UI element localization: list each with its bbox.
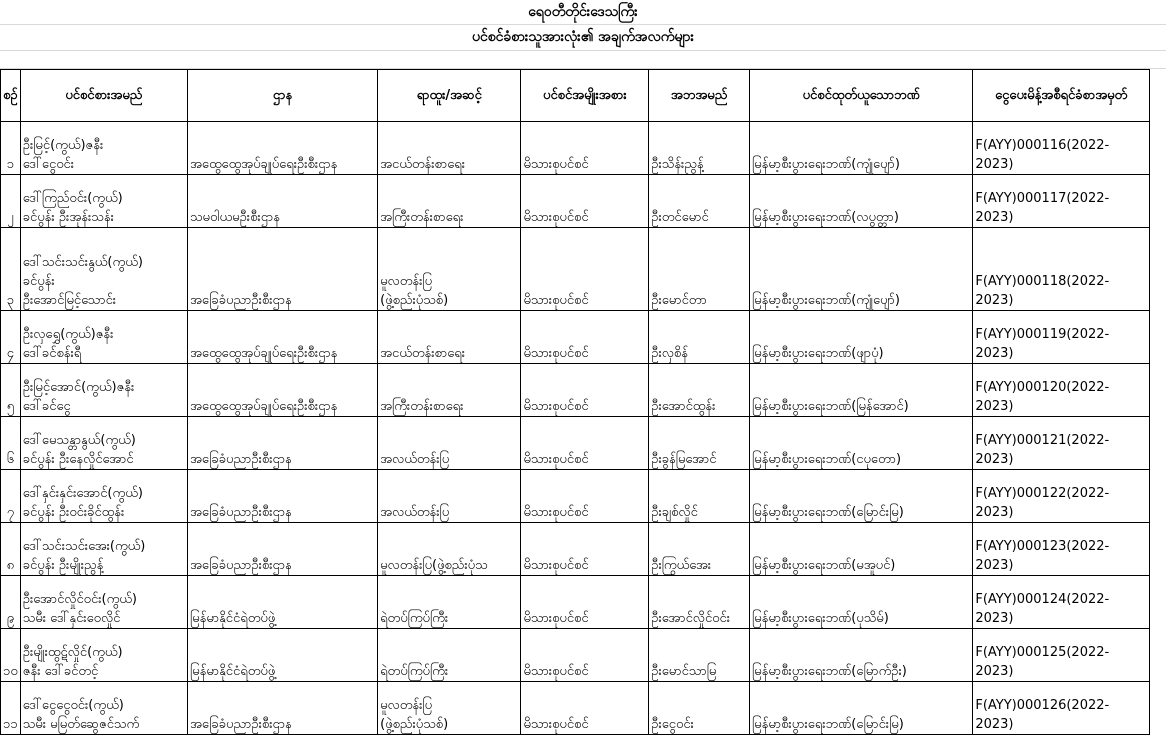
cell-no[interactable]: ၅ bbox=[1, 364, 21, 417]
cell-name[interactable]: ဒေါ်မေသန္တာနွယ်(ကွယ်) ခင်ပွန်း ဦးနေလှိုင်အောင် bbox=[20, 417, 187, 470]
cell-rank[interactable]: မူလတန်းပြ (ဖွဲ့စည်းပုံသစ်) bbox=[378, 682, 521, 735]
cell-name[interactable]: ဦးမျိုးထွဋ်လှိုင်(ကွယ်) ဇနီး ဒေါ်ခင်တင့် bbox=[20, 629, 187, 682]
cell-name[interactable]: ဦးအောင်လှိုင်ဝင်း(ကွယ်) သမီး ဒေါ်နှင်းဝေလှိုင် bbox=[20, 576, 187, 629]
cell-bank[interactable]: မြန်မာ့စီးပွားရေးဘဏ်(လပွတ္တာ) bbox=[750, 175, 973, 228]
col-header-no[interactable]: စဉ် bbox=[1, 70, 21, 122]
cell-father-name[interactable]: ဦးအောင်ထွန်း bbox=[649, 364, 750, 417]
cell-pension-type[interactable]: မိသားစုပင်စင် bbox=[521, 576, 649, 629]
cell-department[interactable]: အခြေခံပညာဦးစီးဌာန bbox=[187, 523, 377, 576]
cell-no[interactable]: ၁၀ bbox=[1, 629, 21, 682]
cell-rank[interactable]: မူလတန်းပြ(ဖွဲ့စည်းပုံသ bbox=[378, 523, 521, 576]
cell-rank[interactable]: အကြီးတန်းစာရေး bbox=[378, 364, 521, 417]
cell-bank[interactable]: မြန်မာ့စီးပွားရေးဘဏ်(မြန်အောင်) bbox=[750, 364, 973, 417]
cell-department[interactable]: မြန်မာနိုင်ငံရဲတပ်ဖွဲ့ bbox=[187, 629, 377, 682]
cell-father-name[interactable]: ဦးသိန်းညွန့် bbox=[649, 122, 750, 175]
sheet-title: ရေဝတီတိုင်းဒေသကြီး bbox=[0, 0, 1166, 25]
col-header-order-number[interactable]: ငွေပေးမိန့်အစီရင်ခံစာအမှတ် bbox=[973, 70, 1150, 122]
cell-order-number[interactable]: F(AYY)000123(2022-2023) bbox=[973, 523, 1150, 576]
cell-father-name[interactable]: ဦးတင်မောင် bbox=[649, 175, 750, 228]
cell-no[interactable]: ၂ bbox=[1, 175, 21, 228]
col-header-department[interactable]: ဌာန bbox=[187, 70, 377, 122]
col-header-bank[interactable]: ပင်စင်ထုတ်ယူသောဘဏ် bbox=[750, 70, 973, 122]
cell-father-name[interactable]: ဦးအောင်လှိုင်ဝင်း bbox=[649, 576, 750, 629]
cell-pension-type[interactable]: မိသားစုပင်စင် bbox=[521, 682, 649, 735]
table-row bbox=[1, 629, 1150, 682]
cell-pension-type[interactable]: မိသားစုပင်စင် bbox=[521, 629, 649, 682]
cell-bank[interactable]: မြန်မာ့စီးပွားရေးဘဏ်(မြောင်းမြ) bbox=[750, 682, 973, 735]
cell-order-number[interactable]: F(AYY)000121(2022-2023) bbox=[973, 417, 1150, 470]
cell-rank[interactable]: အလယ်တန်းပြ bbox=[378, 417, 521, 470]
cell-father-name[interactable]: ဦးငွေဝင်း bbox=[649, 682, 750, 735]
cell-no[interactable]: ၉ bbox=[1, 576, 21, 629]
cell-bank[interactable]: မြန်မာ့စီးပွားရေးဘဏ်(မအူပင်) bbox=[750, 523, 973, 576]
cell-name[interactable]: ဦးမြင့်(ကွယ်)ဇနီး ဒေါ်ငွေဝင်း bbox=[20, 122, 187, 175]
cell-father-name[interactable]: ဦးလှစိန် bbox=[649, 311, 750, 364]
cell-department[interactable]: အခြေခံပညာဦးစီးဌာန bbox=[187, 417, 377, 470]
cell-no[interactable]: ၆ bbox=[1, 417, 21, 470]
cell-pension-type[interactable]: မိသားစုပင်စင် bbox=[521, 470, 649, 523]
cell-no[interactable]: ၈ bbox=[1, 523, 21, 576]
cell-bank[interactable]: မြန်မာ့စီးပွားရေးဘဏ်(မြောင်းမြ) bbox=[750, 470, 973, 523]
cell-no[interactable]: ၄ bbox=[1, 311, 21, 364]
cell-name[interactable]: ဒေါ်နှင်းနှင်းအောင်(ကွယ်) ခင်ပွန်း ဦးဝင်းခိုင်ထွန်း bbox=[20, 470, 187, 523]
col-header-rank[interactable]: ရာထူး/အဆင့် bbox=[378, 70, 521, 122]
header-row bbox=[1, 70, 1150, 122]
cell-bank[interactable]: မြန်မာ့စီးပွားရေးဘဏ်(ကျုံပျော်) bbox=[750, 228, 973, 311]
col-header-name[interactable]: ပင်စင်စားအမည် bbox=[20, 70, 187, 122]
cell-no[interactable]: ၁၁ bbox=[1, 682, 21, 735]
table-row bbox=[1, 122, 1150, 175]
cell-order-number[interactable]: F(AYY)000120(2022-2023) bbox=[973, 364, 1150, 417]
cell-order-number[interactable]: F(AYY)000126(2022-2023) bbox=[973, 682, 1150, 735]
cell-rank[interactable]: မူလတန်းပြ (ဖွဲ့စည်းပုံသစ်) bbox=[378, 228, 521, 311]
cell-bank[interactable]: မြန်မာ့စီးပွားရေးဘဏ်(ပုသိမ်) bbox=[750, 576, 973, 629]
cell-order-number[interactable]: F(AYY)000119(2022-2023) bbox=[973, 311, 1150, 364]
cell-rank[interactable]: အငယ်တန်းစာရေး bbox=[378, 122, 521, 175]
pension-table bbox=[0, 69, 1150, 735]
table-row bbox=[1, 576, 1150, 629]
cell-name[interactable]: ဒေါ်သင်းသင်းနွယ်(ကွယ်) ခင်ပွန်း ဦးအောင်မြင့်သောင်း bbox=[20, 228, 187, 311]
cell-department[interactable]: အခြေခံပညာဦးစီးဌာန bbox=[187, 228, 377, 311]
cell-order-number[interactable]: F(AYY)000117(2022-2023) bbox=[973, 175, 1150, 228]
cell-pension-type[interactable]: မိသားစုပင်စင် bbox=[521, 417, 649, 470]
cell-department[interactable]: အထွေထွေအုပ်ချုပ်ရေးဦးစီးဌာန bbox=[187, 364, 377, 417]
cell-department[interactable]: မြန်မာနိုင်ငံရဲတပ်ဖွဲ့ bbox=[187, 576, 377, 629]
table-row bbox=[1, 417, 1150, 470]
cell-pension-type[interactable]: မိသားစုပင်စင် bbox=[521, 228, 649, 311]
cell-department[interactable]: အခြေခံပညာဦးစီးဌာန bbox=[187, 682, 377, 735]
cell-no[interactable]: ၁ bbox=[1, 122, 21, 175]
cell-father-name[interactable]: ဦးမောင်သာမြ bbox=[649, 629, 750, 682]
cell-name[interactable]: ဒေါ်သင်းသင်းအေး(ကွယ်) ခင်ပွန်း ဦးမျိုးညွန့် bbox=[20, 523, 187, 576]
table-row bbox=[1, 175, 1150, 228]
cell-rank[interactable]: ရဲတပ်ကြပ်ကြီး bbox=[378, 629, 521, 682]
cell-pension-type[interactable]: မိသားစုပင်စင် bbox=[521, 523, 649, 576]
cell-no[interactable]: ၃ bbox=[1, 228, 21, 311]
table-row bbox=[1, 228, 1150, 311]
cell-rank[interactable]: အငယ်တန်းစာရေး bbox=[378, 311, 521, 364]
cell-bank[interactable]: မြန်မာ့စီးပွားရေးဘဏ်(ငပုတော) bbox=[750, 417, 973, 470]
table-row bbox=[1, 364, 1150, 417]
cell-bank[interactable]: မြန်မာ့စီးပွားရေးဘဏ်(မြောက်ဦး) bbox=[750, 629, 973, 682]
blank-row bbox=[0, 51, 1166, 69]
cell-name[interactable]: ဦးမြင့်အောင်(ကွယ်)ဇနီး ဒေါ်ခင်ငွေ bbox=[20, 364, 187, 417]
cell-bank[interactable]: မြန်မာ့စီးပွားရေးဘဏ်(ဖျာပုံ) bbox=[750, 311, 973, 364]
cell-name[interactable]: ဦးလှရွှေ(ကွယ်)ဇနီး ဒေါ်ခင်စန်းရီ bbox=[20, 311, 187, 364]
table-row bbox=[1, 523, 1150, 576]
cell-department[interactable]: အထွေထွေအုပ်ချုပ်ရေးဦးစီးဌာန bbox=[187, 311, 377, 364]
cell-rank[interactable]: အလယ်တန်းပြ bbox=[378, 470, 521, 523]
cell-father-name[interactable]: ဦးကြွယ်အေး bbox=[649, 523, 750, 576]
sheet-subtitle: ပင်စင်ခံစားသူအားလုံး၏ အချက်အလက်များ bbox=[0, 25, 1166, 51]
cell-pension-type[interactable]: မိသားစုပင်စင် bbox=[521, 364, 649, 417]
cell-father-name[interactable]: ဦးခွန်မြအောင် bbox=[649, 417, 750, 470]
table-row bbox=[1, 470, 1150, 523]
cell-pension-type[interactable]: မိသားစုပင်စင် bbox=[521, 122, 649, 175]
table-row bbox=[1, 682, 1150, 735]
cell-department[interactable]: သမဝါယမဦးစီးဌာန bbox=[187, 175, 377, 228]
cell-name[interactable]: ဒေါ်ငွေငွေဝင်း(ကွယ်) သမီး မမြတ်ဆွေဇင်သက် bbox=[20, 682, 187, 735]
col-header-father-name[interactable]: အဘအမည် bbox=[649, 70, 750, 122]
cell-bank[interactable]: မြန်မာ့စီးပွားရေးဘဏ်(ကျုံပျော်) bbox=[750, 122, 973, 175]
cell-department[interactable]: အခြေခံပညာဦးစီးဌာန bbox=[187, 470, 377, 523]
cell-order-number[interactable]: F(AYY)000125(2022-2023) bbox=[973, 629, 1150, 682]
col-header-pension-type[interactable]: ပင်စင်အမျိုးအစား bbox=[521, 70, 649, 122]
cell-father-name[interactable]: ဦးမောင်တာ bbox=[649, 228, 750, 311]
cell-name[interactable]: ဒေါ်ကြည်ဝင်း(ကွယ်) ခင်ပွန်း ဦးအုန်းသန်း bbox=[20, 175, 187, 228]
table-row bbox=[1, 311, 1150, 364]
cell-father-name[interactable]: ဦးချစ်လှိုင် bbox=[649, 470, 750, 523]
cell-order-number[interactable]: F(AYY)000118(2022-2023) bbox=[973, 228, 1150, 311]
cell-no[interactable]: ၇ bbox=[1, 470, 21, 523]
cell-rank[interactable]: ရဲတပ်ကြပ်ကြီး bbox=[378, 576, 521, 629]
cell-pension-type[interactable]: မိသားစုပင်စင် bbox=[521, 311, 649, 364]
cell-rank[interactable]: အကြီးတန်းစာရေး bbox=[378, 175, 521, 228]
cell-order-number[interactable]: F(AYY)000124(2022-2023) bbox=[973, 576, 1150, 629]
cell-order-number[interactable]: F(AYY)000122(2022-2023) bbox=[973, 470, 1150, 523]
cell-pension-type[interactable]: မိသားစုပင်စင် bbox=[521, 175, 649, 228]
cell-department[interactable]: အထွေထွေအုပ်ချုပ်ရေးဦးစီးဌာန bbox=[187, 122, 377, 175]
cell-order-number[interactable]: F(AYY)000116(2022-2023) bbox=[973, 122, 1150, 175]
